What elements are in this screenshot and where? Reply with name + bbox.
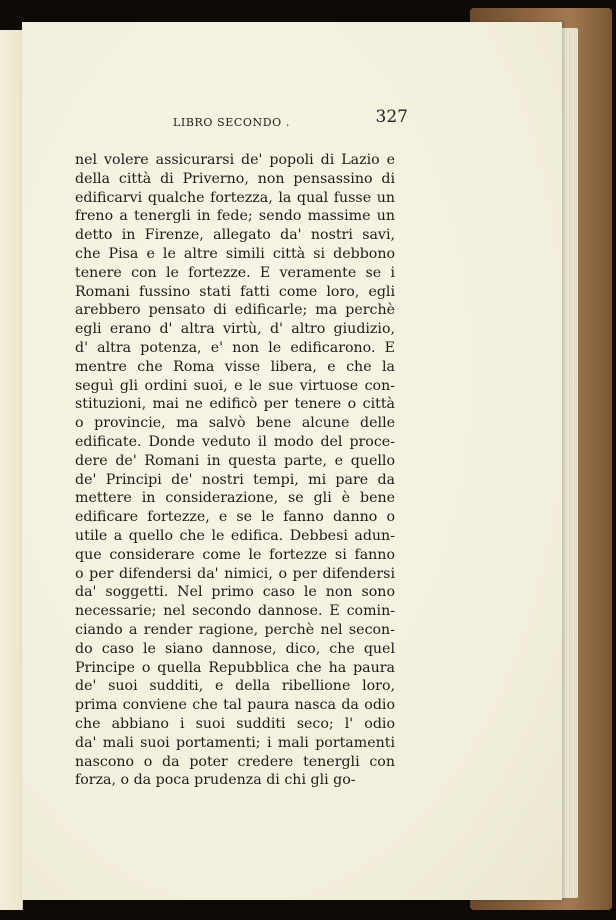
text-line: edificarvi qualche fortezza, la qual fusse un	[75, 189, 395, 206]
text-line: detto in Firenze, allegato da' nostri savi,	[75, 227, 395, 244]
text-line: utile a quello che le edifica. Debbesi adun-	[75, 527, 395, 544]
text-line: do caso le siano dannose, dico, che quel	[75, 640, 395, 657]
text-line: d' altra potenza, e' non le edificarono. E	[75, 339, 395, 356]
text-line: mettere in considerazione, se gli è bene	[75, 490, 395, 507]
text-line: tenere con le fortezze. E veramente se i	[75, 264, 395, 281]
text-line: de' Principi de' nostri tempi, mi pare da	[75, 471, 395, 488]
text-line: nascono o da poter credere tenergli con	[75, 753, 395, 770]
text-line: della città di Priverno, non pensassino di	[75, 170, 395, 187]
text-line: edificare fortezze, e se le fanno danno o	[75, 509, 395, 526]
text-line: Principe o quella Repubblica che ha paura	[75, 659, 395, 676]
text-line: Romani fussino stati fatti come loro, egli	[75, 283, 395, 300]
text-line: ciando a render ragione, perchè nel secon-	[75, 621, 395, 638]
text-line: nel volere assicurarsi de' popoli di Lazio e	[75, 152, 395, 168]
text-line: arebbero pensato di edificarle; ma perchè	[75, 302, 395, 319]
text-line: forza, o da poca prudenza di chi gli go-	[75, 772, 356, 789]
text-line: prima conviene che tal paura nasca da odio	[75, 697, 395, 714]
text-line: o provincie, ma salvò bene alcune delle	[75, 415, 395, 432]
page-number: 327	[375, 107, 408, 127]
page-header	[150, 107, 410, 131]
facing-page-edge	[0, 30, 23, 910]
text-line: o per difendersi da' nimici, o per difendersi	[75, 565, 395, 582]
text-line: edificate. Donde veduto il modo del proce-	[75, 433, 395, 450]
text-line: de' suoi sudditi, e della ribellione loro,	[75, 678, 395, 695]
text-line: dere de' Romani in questa parte, e quello	[75, 452, 395, 469]
body-text	[75, 151, 395, 790]
text-line: da' mali suoi portamenti; i mali portamenti	[75, 734, 395, 751]
text-line: freno a tenergli in fede; sendo massime un	[75, 208, 395, 225]
text-line: stituzioni, mai ne edificò per tenere o città	[75, 396, 395, 413]
text-line: necessarie; nel secondo dannose. E comin-	[75, 603, 395, 620]
text-line: mentre che Roma visse libera, e che la	[75, 358, 395, 375]
text-line: che Pisa e le altre simili città si debbono	[75, 245, 395, 262]
text-line: da' soggetti. Nel primo caso le non sono	[75, 584, 395, 601]
text-line: che abbiano i suoi sudditi seco; l' odio	[75, 715, 395, 732]
text-line: egli erano d' altra virtù, d' altro giudizio,	[75, 321, 395, 338]
text-line: seguì gli ordini suoi, e le sue virtuose con-	[75, 377, 395, 394]
text-line: que considerare come le fortezze si fanno	[75, 546, 395, 563]
running-head: LIBRO SECONDO .	[173, 116, 290, 129]
